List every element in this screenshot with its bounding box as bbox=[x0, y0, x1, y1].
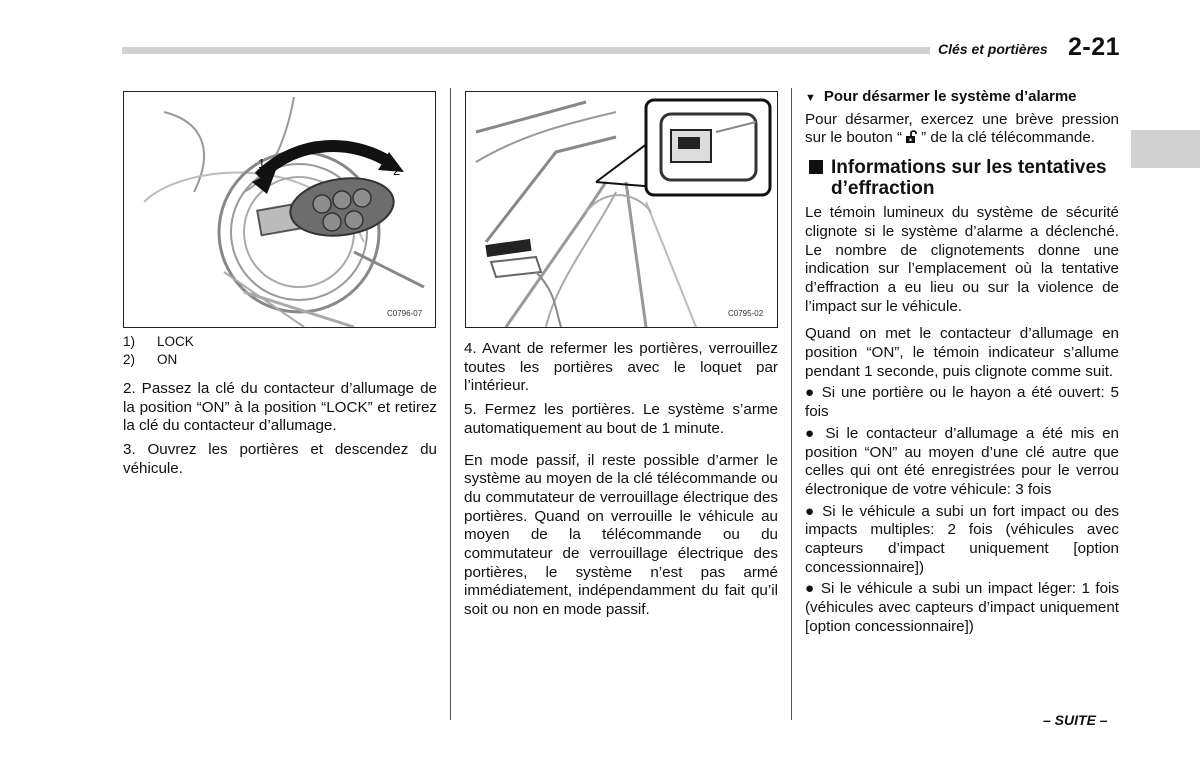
column-divider bbox=[791, 88, 792, 720]
figure-marker-1: 1 bbox=[258, 156, 266, 171]
column-divider bbox=[450, 88, 451, 720]
triangle-icon: ▼ bbox=[805, 92, 816, 104]
step-3: 3. Ouvrez les portières et descendez du véhicule. bbox=[123, 441, 437, 477]
header-rule bbox=[122, 47, 930, 54]
list-item: ● Si le véhicule a subi un fort impact ou des impacts multiples: 2 fois (véhicules avec capteurs d’impact uniquement [option concessionnaire]) bbox=[805, 502, 1119, 576]
intrusion-heading: Informations sur les tentatives d’effraction bbox=[805, 157, 1119, 199]
intrusion-paragraph-1: Le témoin lumineux du système de sécurité clignote si le système d’alarme a déclenché. Le nombre de clignotements donne une indication sur l’emplacement où la tentative d’effraction a eu lieu ou sur la violence de l’impact sur le véhicule. bbox=[805, 204, 1119, 315]
list-item: ● Si le véhicule a subi un impact léger: 1 fois (véhicules avec capteurs d’impact uniquement [option concessionnaire]) bbox=[805, 580, 1119, 635]
figure-marker-2: 2 bbox=[393, 163, 401, 178]
chapter-tab bbox=[1131, 130, 1200, 168]
chapter-title: Clés et portières bbox=[938, 41, 1048, 57]
figure-code: C0795-02 bbox=[728, 309, 764, 318]
figure-code: C0796-07 bbox=[387, 309, 423, 318]
continue-marker: – SUITE – bbox=[1043, 712, 1108, 728]
column-1 bbox=[123, 333, 437, 479]
step-5: 5. Fermez les portières. Le système s’arme automatiquement au bout de 1 minute. bbox=[464, 401, 778, 437]
disarm-subheading: ▼ Pour désarmer le système d’alarme bbox=[805, 88, 1119, 108]
unlock-key-icon bbox=[903, 129, 920, 144]
step-2: 2. Passez la clé du contacteur d’allumage de la position “ON” à la position “LOCK” et retirez la clé du contacteur d’allumage. bbox=[123, 380, 437, 435]
intrusion-paragraph-2: Quand on met le contacteur d’allumage en position “ON”, le témoin indicateur s’allume pendant 1 seconde, puis clignote comme suit. bbox=[805, 325, 1119, 380]
ignition-key-figure bbox=[123, 91, 436, 328]
figure-caption bbox=[123, 333, 437, 369]
column-3 bbox=[805, 88, 1119, 637]
page-number: 2-21 bbox=[1068, 33, 1121, 61]
disarm-paragraph: Pour désarmer, exercez une brève pression sur le bouton “ ” de la clé télécommande. bbox=[805, 110, 1119, 147]
list-item: ● Si une portière ou le hayon a été ouvert: 5 fois bbox=[805, 384, 1119, 421]
door-switch-figure bbox=[465, 91, 778, 328]
square-bullet-icon bbox=[809, 160, 823, 174]
column-2 bbox=[464, 340, 778, 620]
caption-item: 1) LOCK bbox=[123, 334, 194, 349]
list-item: ● Si le contacteur d’allumage a été mis en position “ON” au moyen d’une clé autre que celles qui ont été enregistrées pour le verrou électronique de votre véhicule: 3 fois bbox=[805, 424, 1119, 498]
caption-item: 2) ON bbox=[123, 352, 178, 367]
passive-mode-paragraph: En mode passif, il reste possible d’armer le système au moyen de la clé télécommande ou du commutateur de verrouillage électrique des portières. Quand on verrouille le véhicule au moyen de la télécommande ou du commutateur de verrouillage électrique des portières, le système n’est pas armé immédiatement, indépendamment du fait qu’il soit ou non en mode passif. bbox=[464, 451, 778, 619]
step-4: 4. Avant de refermer les portières, verrouillez toutes les portières avec le loquet par l’intérieur. bbox=[464, 340, 778, 395]
